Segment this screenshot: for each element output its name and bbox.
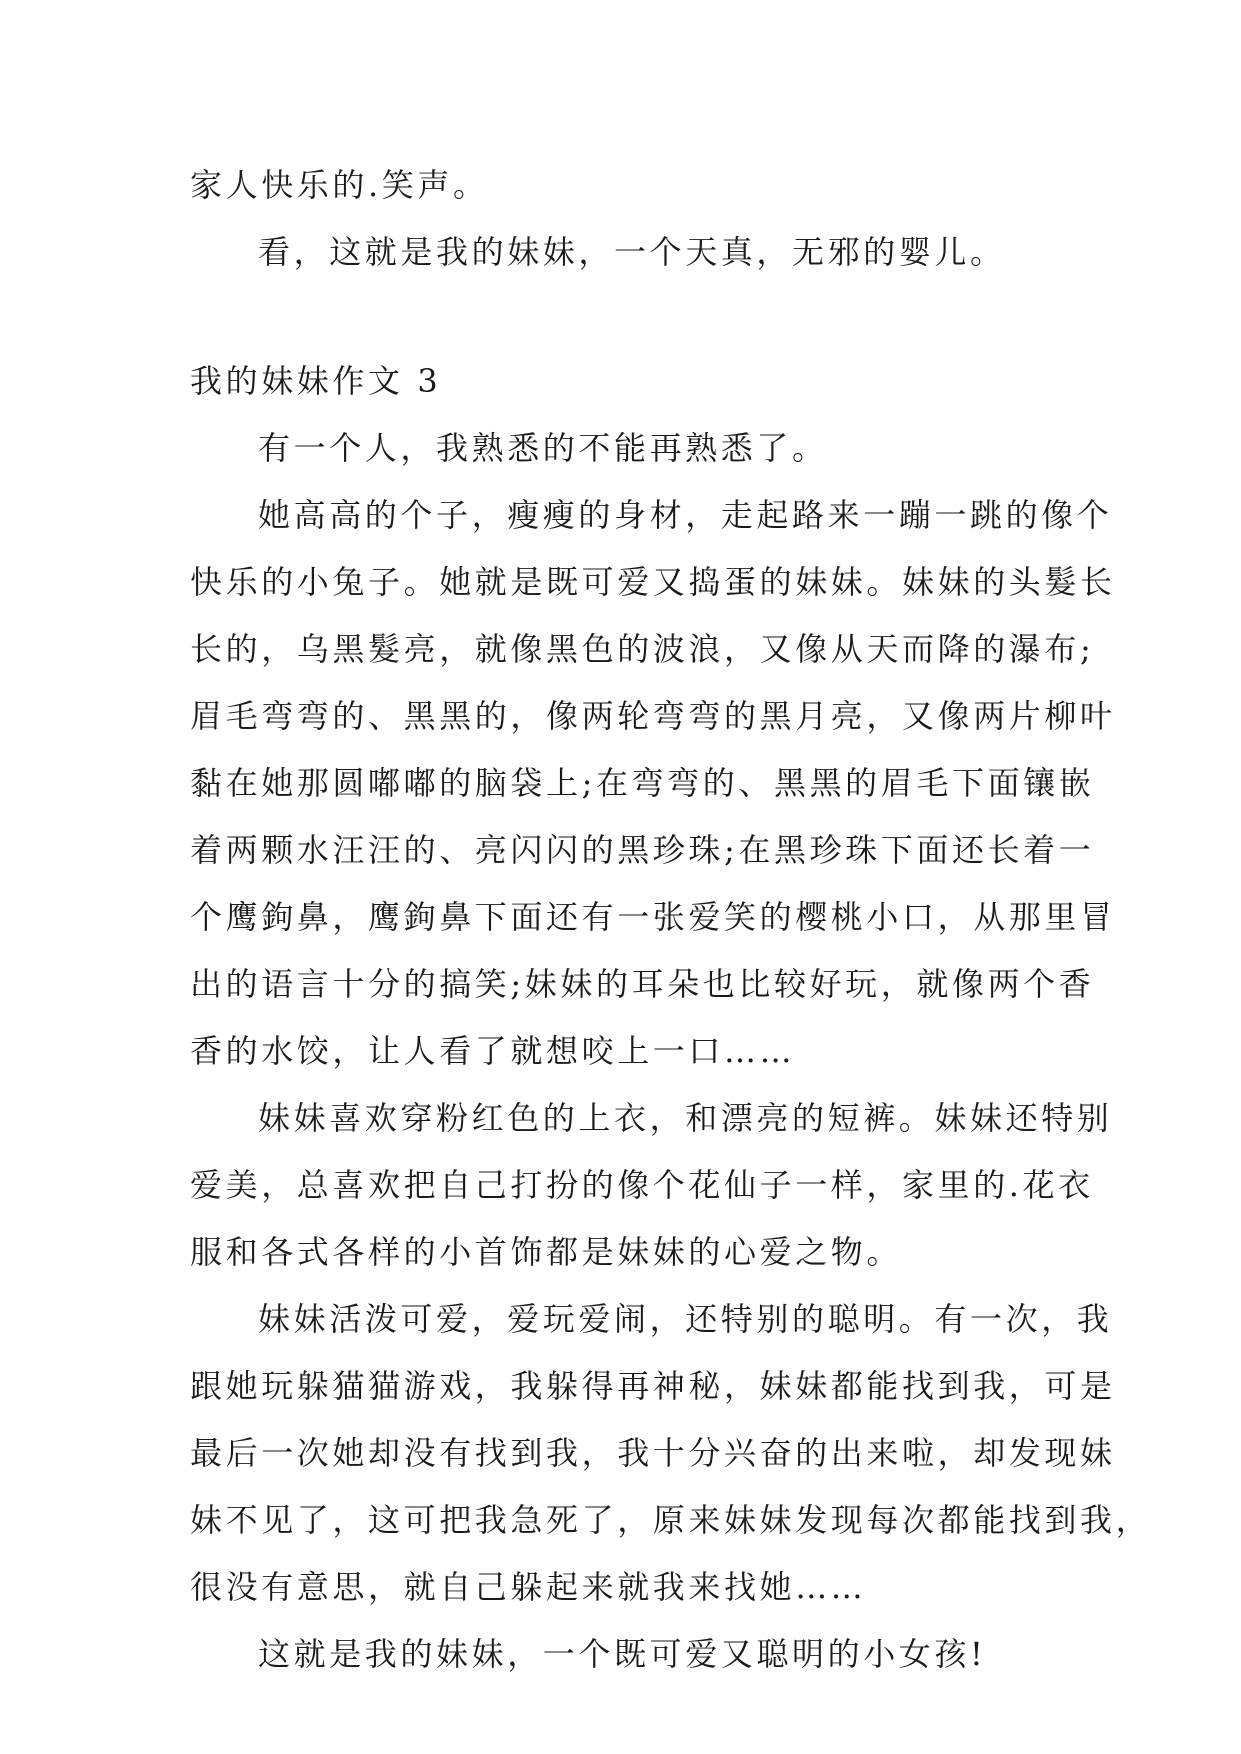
- paragraph-line: 快乐的小兔子。她就是既可爱又捣蛋的妹妹。妹妹的头髮长: [190, 563, 1116, 601]
- paragraph-line: 香的水饺，让人看了就想咬上一口……: [190, 1032, 796, 1070]
- paragraph-line: 最后一次她却没有找到我，我十分兴奋的出来啦，却发现妹: [190, 1434, 1116, 1472]
- paragraph: [190, 482, 1116, 1085]
- paragraph-line: 爱美，总喜欢把自己打扮的像个花仙子一样，家里的.花衣: [190, 1166, 1094, 1204]
- paragraph-line: 有一个人，我熟悉的不能再熟悉了。: [258, 429, 828, 467]
- paragraph-line: 她高高的个子，瘦瘦的身材，走起路来一蹦一跳的像个: [258, 496, 1113, 534]
- intro-line: 家人快乐的.笑声。: [190, 166, 489, 204]
- paragraph: [190, 415, 1050, 482]
- paragraph-line: 妹妹活泼可爱，爱玩爱闹，还特别的聪明。有一次，我: [258, 1300, 1113, 1338]
- paragraph: [190, 1621, 1050, 1688]
- paragraph: [190, 1286, 1152, 1621]
- paragraph-line: 个鹰鉤鼻，鹰鉤鼻下面还有一张爱笑的樱桃小口，从那里冒: [190, 898, 1116, 936]
- paragraph-line: 长的，乌黑髮亮，就像黑色的波浪，又像从天而降的瀑布;: [190, 630, 1095, 668]
- paragraph-line: 出的语言十分的搞笑;妹妹的耳朵也比较好玩，就像两个香: [190, 965, 1095, 1003]
- intro-line: 看，这就是我的妹妹，一个天真，无邪的婴儿。: [258, 233, 1006, 271]
- paragraph-line: 服和各式各样的小首饰都是妹妹的心爱之物。: [190, 1233, 903, 1271]
- paragraph-line: 妹不见了，这可把我急死了，原来妹妹发现每次都能找到我，: [190, 1501, 1152, 1539]
- paragraph-line: 眉毛弯弯的、黑黑的，像两轮弯弯的黑月亮，又像两片柳叶: [190, 697, 1116, 735]
- document-page: [190, 152, 1152, 1688]
- paragraph: [190, 1085, 1113, 1286]
- paragraph-line: 跟她玩躲猫猫游戏，我躲得再神秘，妹妹都能找到我，可是: [190, 1367, 1116, 1405]
- paragraph-line: 黏在她那圆嘟嘟的脑袋上;在弯弯的、黑黑的眉毛下面镶嵌: [190, 764, 1095, 802]
- paragraph-line: 妹妹喜欢穿粉红色的上衣，和漂亮的短裤。妹妹还特别: [258, 1099, 1113, 1137]
- section-gap: [190, 286, 1050, 348]
- paragraph-line: 着两颗水汪汪的、亮闪闪的黑珍珠;在黑珍珠下面还长着一: [190, 831, 1095, 869]
- paragraph-line: 很没有意思，就自己躲起来就我来找她……: [190, 1568, 867, 1606]
- paragraph-line: 这就是我的妹妹，一个既可爱又聪明的小女孩!: [258, 1635, 987, 1673]
- essay-title: 我的妹妹作文 3: [190, 362, 442, 400]
